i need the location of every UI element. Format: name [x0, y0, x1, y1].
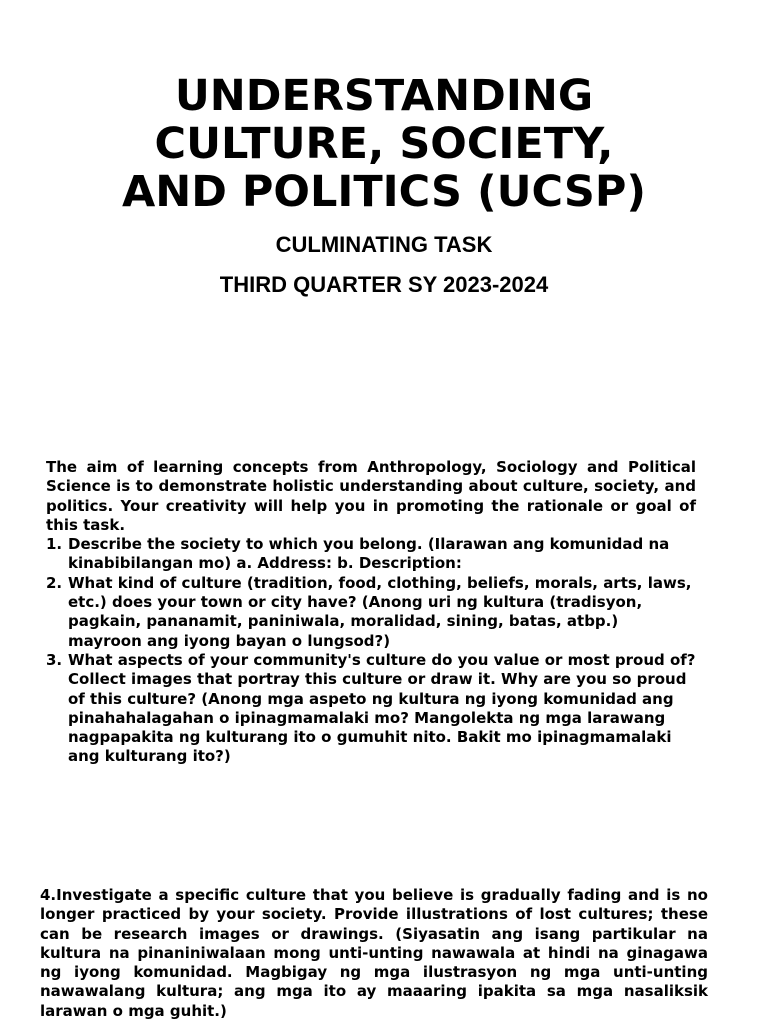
title-line-1: UNDERSTANDING [174, 71, 594, 121]
question-text: What aspects of your community's culture do you value or most proud of? Collect images that portray this culture or draw it. Why are you so proud of this culture? (Anong mga aspeto ng kultura ng iyong komunidad ang pinahahalagahan o ipinagmamalaki mo? Mangolekta ng mga larawang nagpapakita ng kulturang ito o gumuhit nito. Bakit mo ipinagmamalaki ang kulturang ito?) [68, 650, 696, 766]
question-text: Describe the society to which you belong. (Ilarawan ang komunidad na kinabibilangan mo) a. Address: b. Description: [68, 535, 670, 573]
question-number: 3. [46, 650, 63, 669]
title-line-3: AND POLITICS (UCSP) [121, 167, 647, 217]
question-item [46, 535, 696, 574]
question-number: 2. [46, 573, 63, 592]
intro-paragraph: The aim of learning concepts from Anthropology, Sociology and Political Science is to demonstrate holistic understanding about culture, society, and politics. Your creativity will help you in promoting the rationale or goal of this task. [46, 458, 696, 534]
question-text: What kind of culture (tradition, food, clothing, beliefs, morals, arts, laws, etc.) does your town or city have? (Anong uri ng kultura (tradisyon, pagkain, pananamit, paniniwala, moralidad, sining, batas, atbp.) mayroon ang iyong bayan o lungsod?) [68, 573, 692, 650]
title-line-2: CULTURE, SOCIETY, [154, 119, 614, 169]
question-item [46, 574, 696, 651]
document-title [0, 72, 768, 216]
document-subtitle: CULMINATING TASK [275, 232, 493, 257]
question-list [46, 535, 696, 767]
question-number: 1. [46, 535, 63, 554]
question-item [46, 651, 696, 767]
quarter-label: THIRD QUARTER SY 2023-2024 [219, 272, 549, 297]
task-four-paragraph: 4.Investigate a specific culture that you believe is gradually fading and is no longer practiced by your society. Provide illustrations of lost cultures; these can be research images or drawings. (Siyasatin ang isang partikular na kultura na pinaniniwalaan mong unti-unting nawawala at hindi na ginagawa ng iyong komunidad. Magbigay ng mga ilustrasyon ng mga unti-unting nawawalang kultura; ang mga ito ay maaaring ipakita sa mga nasaliksik larawan o mga guhit.) [40, 886, 708, 1020]
instructions-block [46, 458, 696, 767]
